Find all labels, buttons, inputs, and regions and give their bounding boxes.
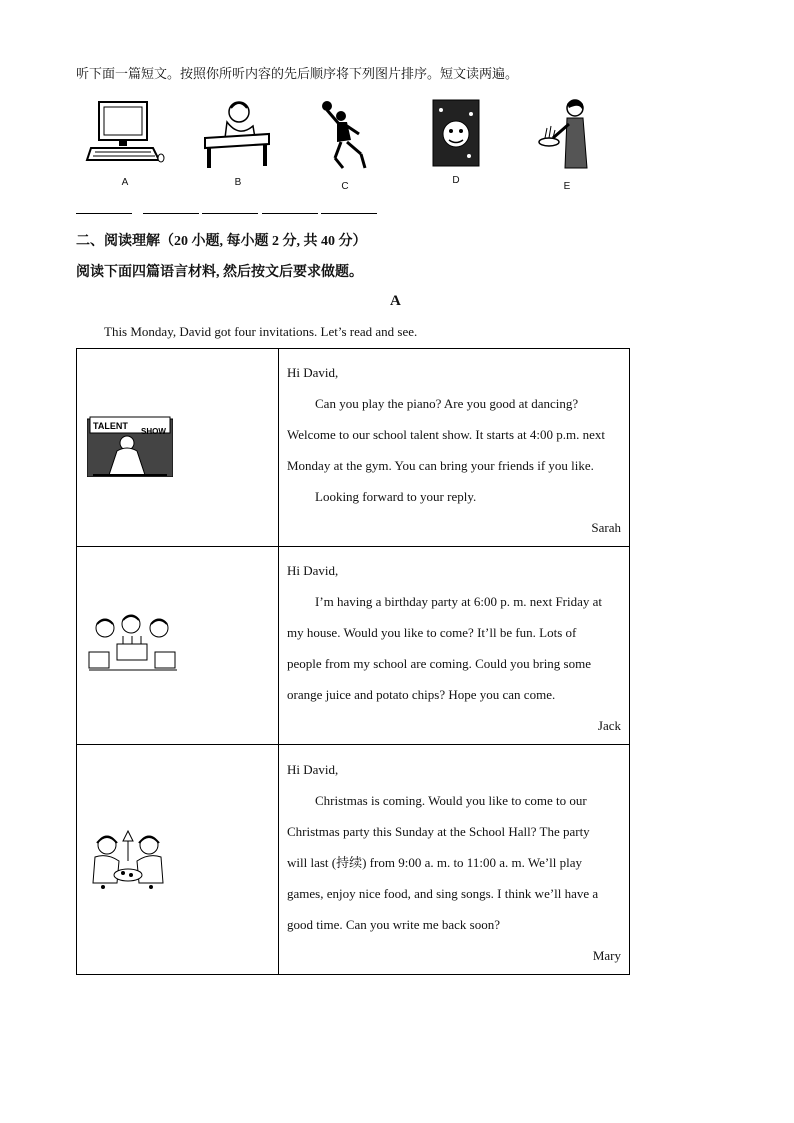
talent-sign-text: TALENT <box>93 420 128 431</box>
letter-greeting: Hi David, <box>287 563 339 578</box>
picture-label: C <box>341 181 349 192</box>
letter-line: my house. Would you like to come? It’ll be fun. Lots of <box>287 625 577 640</box>
letter-line: Looking forward to your reply. <box>315 489 477 504</box>
letter-line: I’m having a birthday party at 6:00 p. m. next Friday at <box>315 594 603 609</box>
picture-a <box>85 98 165 188</box>
answer-blank[interactable] <box>202 204 258 214</box>
answer-blank[interactable] <box>321 204 377 214</box>
picture-d <box>431 98 481 186</box>
invitation-row <box>77 547 630 745</box>
letter-line: good time. Can you write me back soon? <box>287 916 501 932</box>
christmas-party-icon <box>87 827 169 889</box>
picture-label: B <box>234 177 242 188</box>
letter-greeting: Hi David, <box>287 365 339 380</box>
letter-line: will last (持续) from 9:00 a. m. to 11:00 a. m. We’ll play <box>287 854 583 870</box>
picture-row <box>85 98 605 198</box>
answer-blank[interactable] <box>76 204 132 214</box>
answer-blank[interactable] <box>143 204 199 214</box>
picture-e <box>537 98 597 192</box>
letter-line: Welcome to our school talent show. It starts at 4:00 p.m. next <box>287 427 605 442</box>
letter-signature: Jack <box>597 718 621 733</box>
letter-line: Christmas is coming. Would you like to come to our <box>315 792 587 808</box>
section-title: 二、阅读理解（20 小题, 每小题 2 分, 共 40 分） <box>76 234 367 249</box>
letter-greeting: Hi David, <box>287 761 339 777</box>
invitation-letter <box>279 349 630 547</box>
letter-line: people from my school are coming. Could you bring some <box>287 656 592 671</box>
letter-line: orange juice and potato chips? Hope you can come. <box>287 687 556 702</box>
talent-show-icon <box>87 415 173 477</box>
invitation-image-cell <box>77 547 279 745</box>
picture-label: D <box>452 175 460 186</box>
birthday-party-icon <box>87 614 179 674</box>
invitation-letter <box>279 745 630 975</box>
invitations-table <box>76 348 630 975</box>
picture-label: A <box>121 177 129 188</box>
passage-intro: This Monday, David got four invitations. Let’s read and see. <box>104 324 418 339</box>
man-writing-icon <box>203 98 273 170</box>
letter-line: Monday at the gym. You can bring your friends if you like. <box>287 458 594 473</box>
letter-line: games, enjoy nice food, and sing songs. I think we’ll have a <box>287 885 599 901</box>
invitation-image-cell <box>77 745 279 975</box>
letter-signature: Sarah <box>591 520 621 535</box>
invitation-row <box>77 349 630 547</box>
letter-line: Can you play the piano? Are you good at dancing? <box>315 396 579 411</box>
basketball-player-icon <box>317 98 373 174</box>
woman-cooking-icon <box>537 98 597 174</box>
invitation-letter <box>279 547 630 745</box>
show-sign-text: SHOW <box>141 426 166 436</box>
invitation-row <box>77 745 630 975</box>
computer-icon <box>85 98 165 170</box>
picture-label: E <box>563 181 571 192</box>
invitation-image-cell <box>77 349 279 547</box>
poster-icon <box>431 98 481 168</box>
letter-line: Christmas party this Sunday at the School Hall? The party <box>287 823 590 839</box>
picture-c <box>317 98 373 192</box>
picture-b <box>203 98 273 188</box>
letter-signature: Mary <box>592 947 621 963</box>
answer-blank[interactable] <box>262 204 318 214</box>
passage-letter: A <box>390 293 401 309</box>
listening-instruction: 听下面一篇短文。按照你所听内容的先后顺序将下列图片排序。短文读两遍。 <box>76 66 519 81</box>
section-instruction: 阅读下面四篇语言材料, 然后按文后要求做题。 <box>76 265 363 280</box>
